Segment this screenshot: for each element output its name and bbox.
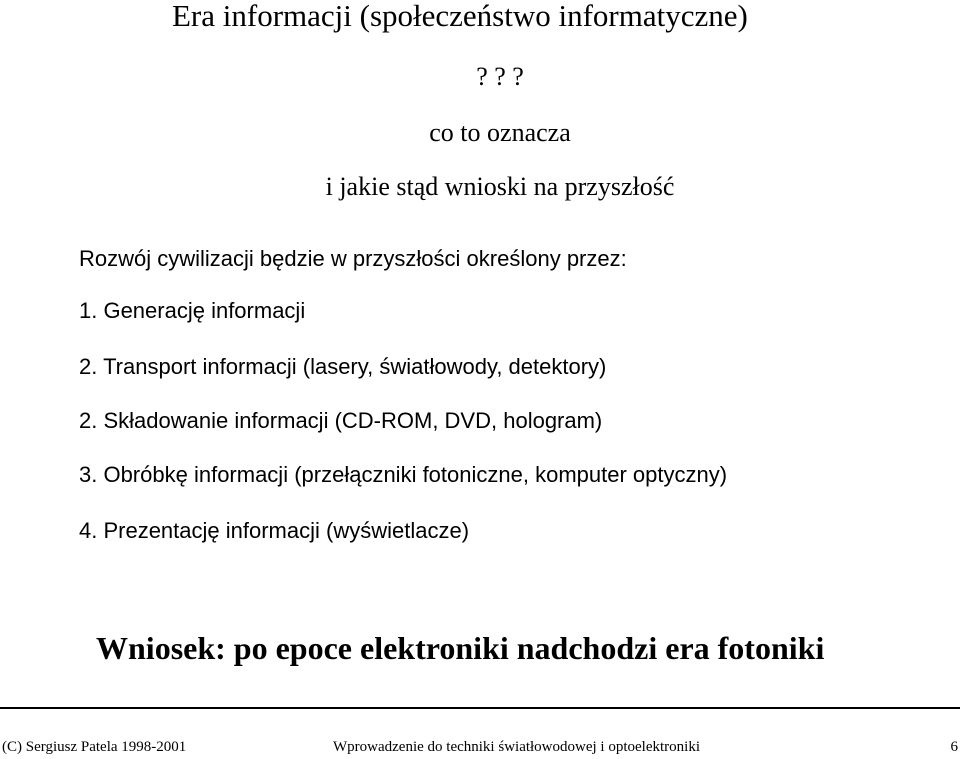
page-number: 6 (950, 739, 958, 755)
conclusion-text: Wniosek: po epoce elektroniki nadchodzi era fotoniki (96, 630, 825, 666)
list-item: 3. Obróbkę informacji (przełączniki fotoniczne, komputer optyczny) (79, 462, 728, 487)
question-line-2: i jakie stąd wnioski na przyszłość (325, 172, 675, 201)
intro-text: Rozwój cywilizacji będzie w przyszłości określony przez: (79, 246, 627, 271)
footer-divider (0, 707, 960, 709)
list-item: 2. Składowanie informacji (CD-ROM, DVD, hologram) (79, 408, 603, 433)
list-item: 4. Prezentację informacji (wyświetlacze) (79, 518, 470, 543)
list-item: 1. Generację informacji (79, 298, 306, 323)
slide-title: Era informacji (społeczeństwo informatyczne) (172, 0, 748, 33)
footer-copyright: (C) Sergiusz Patela 1998-2001 (2, 739, 187, 755)
list-item: 2. Transport informacji (lasery, światłowody, detektory) (79, 354, 607, 379)
question-marks: ? ? ? (476, 62, 524, 91)
footer-course-title: Wprowadzenie do techniki światłowodowej i optoelektroniki (333, 739, 700, 755)
question-line-1: co to oznacza (429, 118, 571, 147)
